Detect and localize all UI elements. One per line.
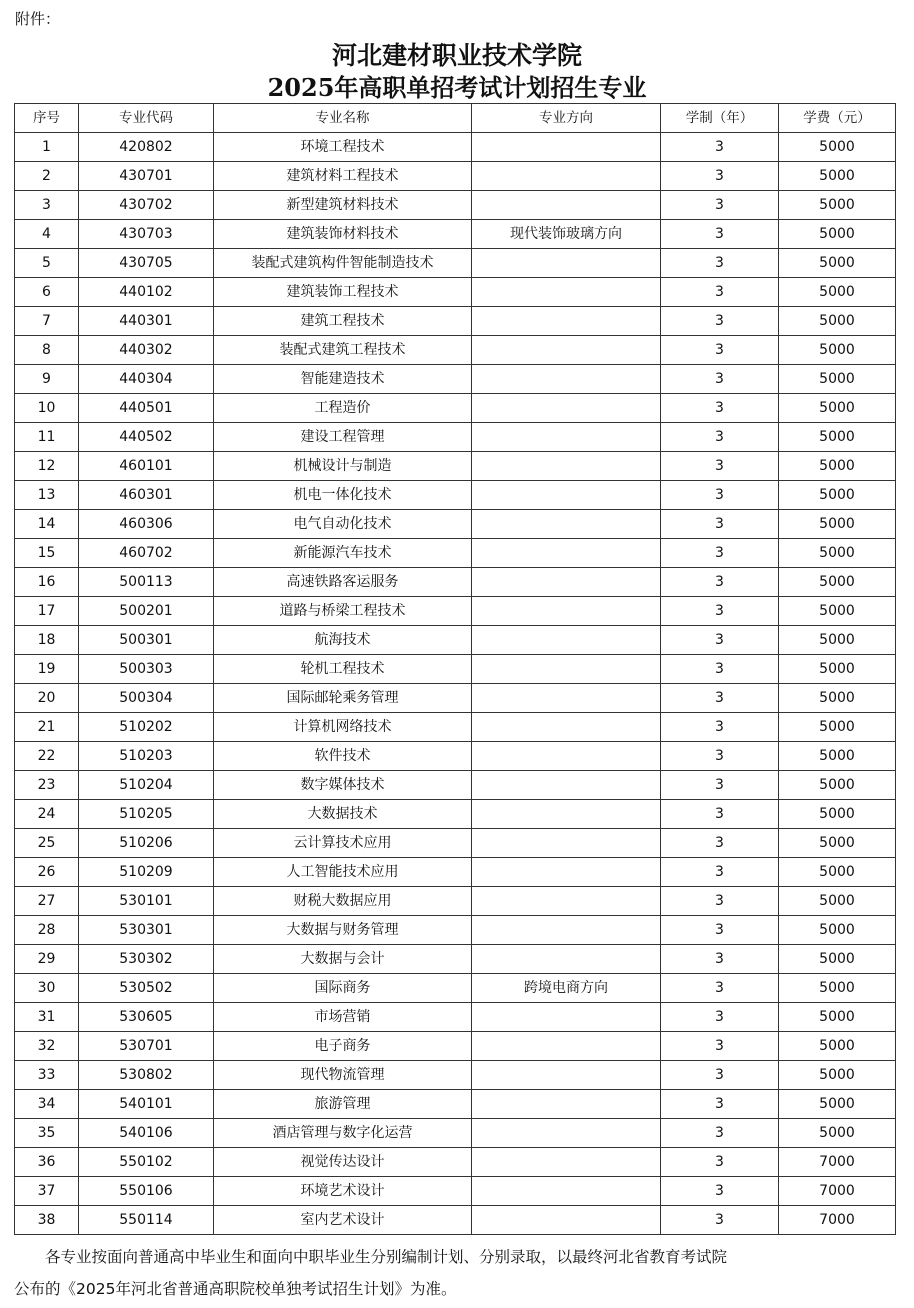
cell-major: 轮机工程技术 [214,655,472,684]
cell-tuition: 5000 [779,133,896,162]
cell-index: 18 [15,626,79,655]
document-title-college: 河北建材职业技术学院 [331,41,582,70]
cell-index: 27 [15,887,79,916]
cell-tuition: 5000 [779,1090,896,1119]
cell-years: 3 [661,394,779,423]
table-row [15,771,896,800]
cell-years: 3 [661,1061,779,1090]
cell-code: 500301 [79,626,214,655]
cell-years: 3 [661,162,779,191]
table-row [15,249,896,278]
cell-tuition: 5000 [779,597,896,626]
cell-index: 34 [15,1090,79,1119]
table-row [15,510,896,539]
table-row [15,278,896,307]
cell-major: 装配式建筑构件智能制造技术 [214,249,472,278]
table-header-row [15,104,896,133]
cell-direction [472,191,661,220]
cell-direction [472,336,661,365]
cell-direction [472,568,661,597]
column-header-index: 序号 [15,104,79,133]
cell-years: 3 [661,1003,779,1032]
cell-code: 530701 [79,1032,214,1061]
cell-direction [472,133,661,162]
cell-index: 10 [15,394,79,423]
table-row [15,916,896,945]
cell-direction [472,945,661,974]
table-row [15,684,896,713]
cell-code: 460306 [79,510,214,539]
table-row [15,858,896,887]
cell-code: 510205 [79,800,214,829]
cell-direction: 现代装饰玻璃方向 [472,220,661,249]
column-header-major: 专业名称 [214,104,472,133]
cell-direction [472,278,661,307]
cell-major: 电子商务 [214,1032,472,1061]
cell-index: 31 [15,1003,79,1032]
table-row [15,220,896,249]
cell-code: 530301 [79,916,214,945]
cell-tuition: 5000 [779,423,896,452]
cell-tuition: 5000 [779,945,896,974]
cell-index: 14 [15,510,79,539]
cell-direction [472,684,661,713]
table-row [15,742,896,771]
cell-major: 建筑装饰材料技术 [214,220,472,249]
cell-direction [472,365,661,394]
cell-direction [472,1148,661,1177]
cell-major: 机电一体化技术 [214,481,472,510]
table-row [15,191,896,220]
cell-code: 440301 [79,307,214,336]
cell-years: 3 [661,568,779,597]
cell-major: 航海技术 [214,626,472,655]
cell-tuition: 5000 [779,771,896,800]
table-row [15,1119,896,1148]
cell-years: 3 [661,539,779,568]
cell-code: 530802 [79,1061,214,1090]
cell-code: 420802 [79,133,214,162]
cell-direction [472,829,661,858]
table-row [15,1061,896,1090]
cell-tuition: 5000 [779,684,896,713]
cell-code: 510209 [79,858,214,887]
cell-tuition: 5000 [779,452,896,481]
cell-direction [472,1119,661,1148]
cell-tuition: 5000 [779,510,896,539]
cell-direction [472,1003,661,1032]
table-row [15,307,896,336]
cell-index: 21 [15,713,79,742]
cell-index: 23 [15,771,79,800]
cell-code: 430705 [79,249,214,278]
cell-code: 500304 [79,684,214,713]
cell-years: 3 [661,423,779,452]
cell-tuition: 5000 [779,162,896,191]
cell-code: 510202 [79,713,214,742]
cell-direction [472,162,661,191]
cell-tuition: 5000 [779,481,896,510]
cell-direction [472,481,661,510]
table-row [15,1148,896,1177]
table-row [15,1032,896,1061]
cell-tuition: 5000 [779,394,896,423]
cell-index: 11 [15,423,79,452]
cell-major: 国际邮轮乘务管理 [214,684,472,713]
cell-direction [472,916,661,945]
cell-direction [472,597,661,626]
cell-years: 3 [661,626,779,655]
cell-code: 440302 [79,336,214,365]
cell-major: 数字媒体技术 [214,771,472,800]
table-row [15,162,896,191]
cell-major: 室内艺术设计 [214,1206,472,1235]
cell-direction [472,800,661,829]
cell-tuition: 7000 [779,1148,896,1177]
cell-index: 13 [15,481,79,510]
cell-major: 人工智能技术应用 [214,858,472,887]
cell-major: 建设工程管理 [214,423,472,452]
cell-index: 5 [15,249,79,278]
cell-direction [472,1206,661,1235]
cell-years: 3 [661,1032,779,1061]
cell-years: 3 [661,336,779,365]
cell-years: 3 [661,1090,779,1119]
cell-tuition: 5000 [779,307,896,336]
cell-code: 510204 [79,771,214,800]
cell-major: 酒店管理与数字化运营 [214,1119,472,1148]
cell-index: 30 [15,974,79,1003]
cell-major: 财税大数据应用 [214,887,472,916]
cell-years: 3 [661,365,779,394]
cell-direction [472,771,661,800]
cell-years: 3 [661,800,779,829]
cell-index: 6 [15,278,79,307]
cell-index: 37 [15,1177,79,1206]
cell-major: 计算机网络技术 [214,713,472,742]
cell-tuition: 5000 [779,278,896,307]
cell-tuition: 7000 [779,1206,896,1235]
cell-code: 500303 [79,655,214,684]
cell-major: 环境艺术设计 [214,1177,472,1206]
cell-direction [472,539,661,568]
cell-code: 540101 [79,1090,214,1119]
cell-years: 3 [661,191,779,220]
table-row [15,394,896,423]
cell-tuition: 5000 [779,1061,896,1090]
attachment-label: 附件： [15,10,61,28]
table-body [15,133,896,1235]
cell-tuition: 5000 [779,191,896,220]
cell-code: 530101 [79,887,214,916]
cell-index: 26 [15,858,79,887]
cell-tuition: 5000 [779,365,896,394]
cell-tuition: 5000 [779,916,896,945]
table-row [15,713,896,742]
cell-tuition: 5000 [779,887,896,916]
cell-major: 高速铁路客运服务 [214,568,472,597]
table-row [15,1177,896,1206]
cell-tuition: 5000 [779,249,896,278]
cell-tuition: 5000 [779,742,896,771]
cell-code: 460301 [79,481,214,510]
cell-code: 550102 [79,1148,214,1177]
table-row [15,1003,896,1032]
cell-tuition: 5000 [779,1003,896,1032]
cell-tuition: 5000 [779,1119,896,1148]
cell-major: 视觉传达设计 [214,1148,472,1177]
cell-major: 市场营销 [214,1003,472,1032]
cell-major: 新能源汽车技术 [214,539,472,568]
cell-direction [472,394,661,423]
column-header-code: 专业代码 [79,104,214,133]
cell-code: 440304 [79,365,214,394]
cell-direction [472,510,661,539]
table-row [15,1206,896,1235]
cell-index: 1 [15,133,79,162]
cell-code: 510203 [79,742,214,771]
table-row [15,336,896,365]
cell-index: 4 [15,220,79,249]
footnote-line-1: 各专业按面向普通高中毕业生和面向中职毕业生分别编制计划、分别录取，以最终河北省教育考试院 [45,1248,728,1266]
cell-major: 国际商务 [214,974,472,1003]
cell-code: 460101 [79,452,214,481]
cell-index: 38 [15,1206,79,1235]
cell-major: 电气自动化技术 [214,510,472,539]
table-row [15,945,896,974]
cell-index: 29 [15,945,79,974]
cell-direction [472,887,661,916]
table-row [15,626,896,655]
cell-code: 430701 [79,162,214,191]
cell-major: 机械设计与制造 [214,452,472,481]
cell-years: 3 [661,1177,779,1206]
table-row [15,452,896,481]
table-row [15,800,896,829]
cell-years: 3 [661,829,779,858]
cell-index: 19 [15,655,79,684]
table-row [15,887,896,916]
cell-years: 3 [661,742,779,771]
cell-years: 3 [661,249,779,278]
cell-index: 8 [15,336,79,365]
cell-years: 3 [661,510,779,539]
cell-code: 500201 [79,597,214,626]
cell-major: 环境工程技术 [214,133,472,162]
cell-direction [472,858,661,887]
cell-code: 540106 [79,1119,214,1148]
cell-years: 3 [661,1148,779,1177]
cell-years: 3 [661,713,779,742]
cell-years: 3 [661,1206,779,1235]
cell-tuition: 7000 [779,1177,896,1206]
document-title-plan: 2025年高职单招考试计划招生专业 [267,73,647,102]
cell-direction [472,452,661,481]
cell-years: 3 [661,655,779,684]
column-header-years: 学制（年） [661,104,779,133]
cell-years: 3 [661,684,779,713]
table-row [15,133,896,162]
cell-years: 3 [661,597,779,626]
cell-index: 33 [15,1061,79,1090]
cell-major: 大数据与会计 [214,945,472,974]
cell-major: 装配式建筑工程技术 [214,336,472,365]
cell-years: 3 [661,974,779,1003]
cell-major: 大数据与财务管理 [214,916,472,945]
cell-code: 550114 [79,1206,214,1235]
cell-index: 24 [15,800,79,829]
cell-direction [472,423,661,452]
cell-index: 16 [15,568,79,597]
cell-index: 9 [15,365,79,394]
cell-code: 500113 [79,568,214,597]
table-row [15,568,896,597]
cell-years: 3 [661,1119,779,1148]
cell-index: 28 [15,916,79,945]
footnote-line-2: 公布的《2025年河北省普通高职院校单独考试招生计划》为准。 [14,1280,457,1298]
column-header-tuition: 学费（元） [779,104,896,133]
cell-years: 3 [661,307,779,336]
table-row [15,423,896,452]
cell-major: 工程造价 [214,394,472,423]
cell-code: 460702 [79,539,214,568]
cell-code: 430703 [79,220,214,249]
cell-major: 大数据技术 [214,800,472,829]
cell-years: 3 [661,220,779,249]
cell-years: 3 [661,278,779,307]
cell-years: 3 [661,858,779,887]
cell-major: 新型建筑材料技术 [214,191,472,220]
cell-index: 2 [15,162,79,191]
cell-direction [472,626,661,655]
cell-tuition: 5000 [779,800,896,829]
cell-index: 3 [15,191,79,220]
cell-index: 15 [15,539,79,568]
cell-years: 3 [661,945,779,974]
cell-major: 建筑工程技术 [214,307,472,336]
cell-code: 550106 [79,1177,214,1206]
enrollment-plan-table [14,103,896,1235]
cell-tuition: 5000 [779,858,896,887]
table-row [15,1090,896,1119]
cell-direction [472,655,661,684]
table-row [15,539,896,568]
cell-years: 3 [661,133,779,162]
cell-direction [472,742,661,771]
cell-index: 20 [15,684,79,713]
cell-tuition: 5000 [779,974,896,1003]
cell-major: 云计算技术应用 [214,829,472,858]
cell-major: 旅游管理 [214,1090,472,1119]
cell-major: 智能建造技术 [214,365,472,394]
cell-index: 22 [15,742,79,771]
cell-index: 7 [15,307,79,336]
cell-code: 530502 [79,974,214,1003]
cell-years: 3 [661,887,779,916]
cell-years: 3 [661,481,779,510]
cell-direction [472,1061,661,1090]
cell-tuition: 5000 [779,220,896,249]
cell-years: 3 [661,771,779,800]
cell-index: 36 [15,1148,79,1177]
cell-code: 510206 [79,829,214,858]
cell-major: 道路与桥梁工程技术 [214,597,472,626]
table-row [15,597,896,626]
cell-code: 530605 [79,1003,214,1032]
cell-index: 25 [15,829,79,858]
cell-major: 软件技术 [214,742,472,771]
cell-direction [472,1177,661,1206]
cell-index: 32 [15,1032,79,1061]
cell-tuition: 5000 [779,336,896,365]
table-row [15,481,896,510]
cell-code: 530302 [79,945,214,974]
cell-tuition: 5000 [779,829,896,858]
cell-major: 建筑装饰工程技术 [214,278,472,307]
cell-code: 430702 [79,191,214,220]
cell-years: 3 [661,916,779,945]
cell-tuition: 5000 [779,655,896,684]
cell-years: 3 [661,452,779,481]
table-row [15,655,896,684]
cell-major: 现代物流管理 [214,1061,472,1090]
cell-major: 建筑材料工程技术 [214,162,472,191]
column-header-direction: 专业方向 [472,104,661,133]
cell-tuition: 5000 [779,1032,896,1061]
table-row [15,365,896,394]
cell-tuition: 5000 [779,539,896,568]
cell-direction [472,1090,661,1119]
cell-tuition: 5000 [779,626,896,655]
cell-index: 12 [15,452,79,481]
cell-index: 35 [15,1119,79,1148]
cell-direction [472,307,661,336]
cell-index: 17 [15,597,79,626]
cell-direction [472,249,661,278]
cell-direction: 跨境电商方向 [472,974,661,1003]
cell-tuition: 5000 [779,713,896,742]
table-row [15,974,896,1003]
cell-code: 440501 [79,394,214,423]
cell-code: 440502 [79,423,214,452]
cell-tuition: 5000 [779,568,896,597]
table-row [15,829,896,858]
cell-code: 440102 [79,278,214,307]
cell-direction [472,1032,661,1061]
cell-direction [472,713,661,742]
